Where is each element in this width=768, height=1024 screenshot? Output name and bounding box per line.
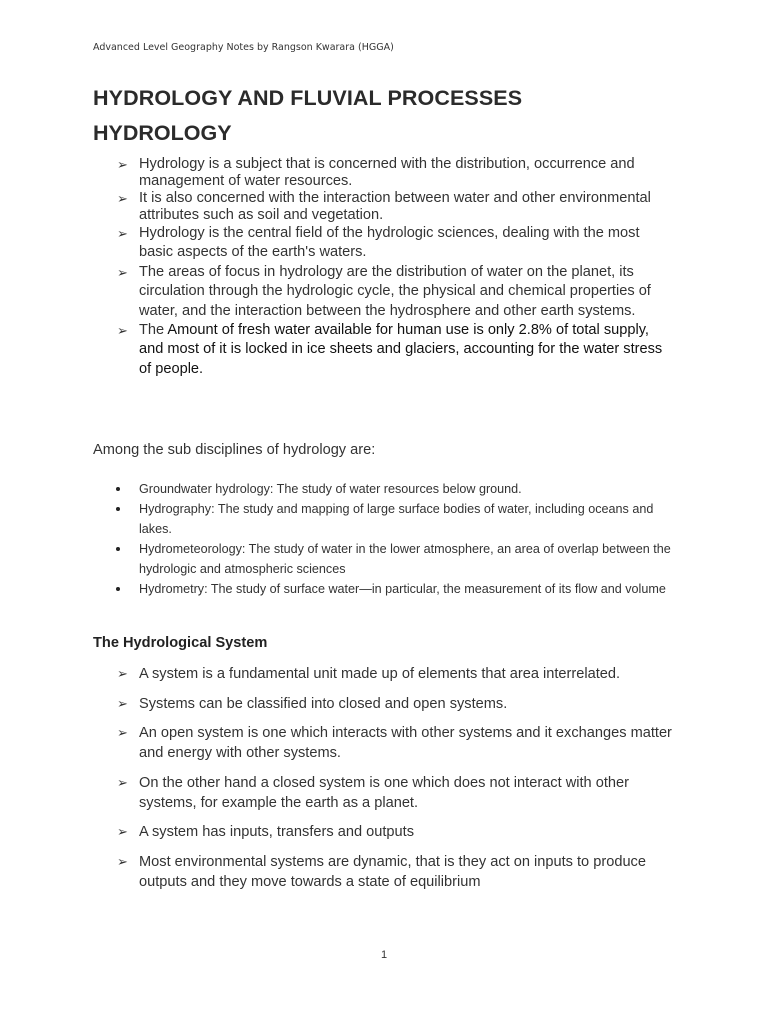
bullet-dot-icon bbox=[116, 587, 120, 591]
list-item-text: A system is a fundamental unit made up of elements that area interrelated. bbox=[139, 666, 621, 682]
arrow-bullet-icon: ➢ bbox=[117, 824, 128, 840]
hydrology-intro-list bbox=[117, 156, 677, 379]
list-item bbox=[113, 579, 673, 599]
list-item-text: Systems can be classified into closed and open systems. bbox=[139, 695, 508, 712]
arrow-bullet-icon: ➢ bbox=[117, 725, 128, 741]
bullet-dot-icon bbox=[116, 547, 120, 551]
list-item-text: The areas of focus in hydrology are the distribution of water on the planet, its circulation through the hydrologic cycle, the physical and chemical properties of water, and the interaction between the hydrosphere and other earth systems. bbox=[139, 263, 651, 319]
list-item-text: Amount of fresh water available for human use is only 2.8% of total supply, and most of it is locked in ice sheets and glaciers, accounting for the water stress of people. bbox=[139, 322, 663, 377]
arrow-bullet-icon: ➢ bbox=[117, 226, 128, 241]
list-item-text: Hydrometry: The study of surface water—in particular, the measurement of its flow and volume bbox=[139, 582, 666, 596]
list-item-text: Hydrology is the central field of the hydrologic sciences, dealing with the most basic aspects of the earth's waters. bbox=[139, 225, 640, 261]
bullet-dot-icon bbox=[116, 507, 120, 511]
list-item bbox=[117, 224, 677, 263]
arrow-bullet-icon: ➢ bbox=[117, 774, 128, 790]
subdisciplines-list bbox=[113, 479, 673, 599]
arrow-bullet-icon: ➢ bbox=[117, 264, 128, 280]
running-header: Advanced Level Geography Notes by Rangson Kwarara (HGGA) bbox=[93, 42, 394, 53]
list-item bbox=[117, 723, 677, 763]
document-title: HYDROLOGY AND FLUVIAL PROCESSES bbox=[93, 86, 523, 110]
list-item bbox=[117, 852, 677, 892]
list-item bbox=[117, 664, 677, 684]
section-heading-hydrological-system: The Hydrological System bbox=[93, 635, 268, 651]
list-item bbox=[117, 156, 677, 190]
list-item bbox=[113, 539, 673, 579]
list-item-text: Hydrography: The study and mapping of large surface bodies of water, including oceans and lakes. bbox=[139, 502, 654, 536]
list-item-text: Hydrology is a subject that is concerned with the distribution, occurrence and management of water resources. bbox=[139, 156, 635, 189]
list-item bbox=[117, 321, 677, 379]
arrow-bullet-icon: ➢ bbox=[117, 323, 128, 339]
arrow-bullet-icon: ➢ bbox=[117, 191, 128, 206]
list-item-text: Most environmental systems are dynamic, that is they act on inputs to produce outputs and they move towards a state of equilibrium bbox=[139, 853, 646, 890]
arrow-bullet-icon: ➢ bbox=[117, 666, 128, 681]
list-item-lead: The bbox=[139, 322, 168, 339]
page-number: 1 bbox=[380, 949, 388, 961]
list-item-text: Hydrometeorology: The study of water in the lower atmosphere, an area of overlap between the hydrologic and atmospheric sciences bbox=[139, 542, 671, 576]
list-item bbox=[113, 499, 673, 539]
subdisciplines-intro: Among the sub disciplines of hydrology are: bbox=[93, 442, 376, 458]
list-item bbox=[113, 479, 673, 499]
list-item bbox=[117, 822, 677, 842]
list-item bbox=[117, 694, 677, 714]
arrow-bullet-icon: ➢ bbox=[117, 695, 128, 711]
arrow-bullet-icon: ➢ bbox=[117, 157, 128, 172]
list-item-text: Groundwater hydrology: The study of water resources below ground. bbox=[139, 482, 522, 496]
list-item-text: A system has inputs, transfers and outputs bbox=[139, 824, 414, 841]
bullet-dot-icon bbox=[116, 487, 120, 491]
list-item bbox=[117, 773, 677, 813]
list-item bbox=[117, 263, 677, 321]
list-item-text: It is also concerned with the interaction between water and other environmental attributes such as soil and vegetation. bbox=[139, 190, 651, 223]
section-title-hydrology: HYDROLOGY bbox=[93, 121, 232, 145]
hydrological-system-list bbox=[117, 664, 677, 902]
list-item-text: An open system is one which interacts with other systems and it exchanges matter and energy with other systems. bbox=[139, 725, 672, 762]
arrow-bullet-icon: ➢ bbox=[117, 853, 128, 869]
list-item bbox=[117, 190, 677, 224]
list-item-text: On the other hand a closed system is one which does not interact with other systems, for example the earth as a planet. bbox=[139, 774, 629, 811]
